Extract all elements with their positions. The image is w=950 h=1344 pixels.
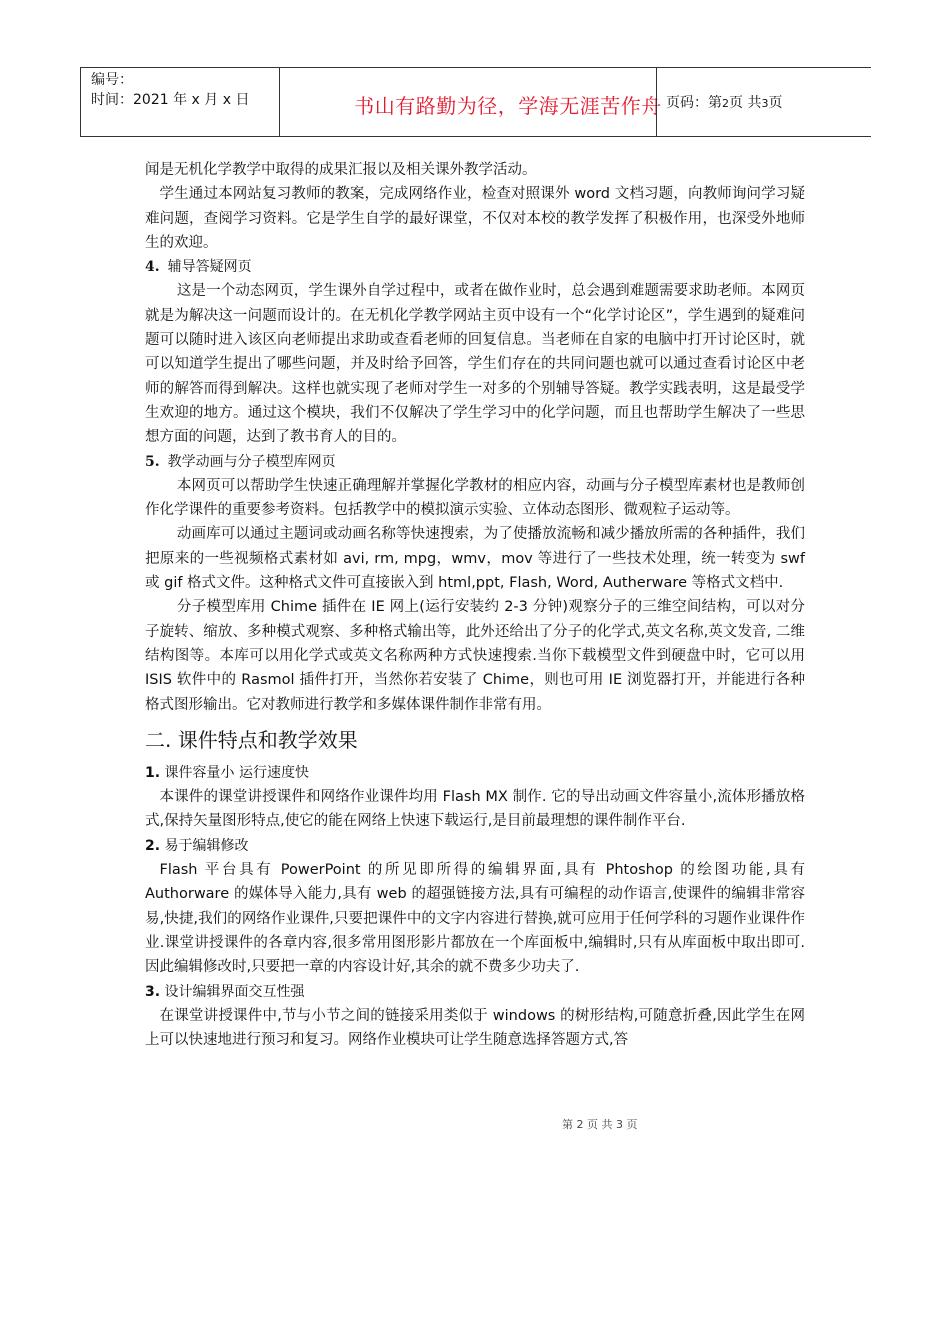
- page-current: 2: [722, 97, 729, 110]
- code-label: 编号：: [91, 72, 133, 88]
- subsection-heading: 3. 设计编辑界面交互性强: [145, 983, 305, 1000]
- section-heading-5: 5. 教学动画与分子模型库网页: [145, 453, 336, 470]
- chapter-heading: 二. 课件特点和教学效果: [145, 727, 358, 752]
- subsection-heading: 1. 课件容量小 运行速度快: [145, 764, 309, 781]
- paragraph: 这是一个动态网页，学生课外自学过程中，或者在做作业时，总会遇到难题需要求助老师。本网页就是为解决这一问题而设计的。在无机化学教学网站主页中设有一个“化学讨论区”，学生遇到的疑难问题可以随时进入该区向老师提出求助或查看老师的回复信息。当老师在自家的电脑中打开讨论区时，就可以知道学生提出了哪些问题，并及时给予回答，学生们存在的共同问题也就可以通过查看讨论区中老师的解答而得到解决。这样也就实现了老师对学生一对多的个别辅导答疑。教学实践表明，这是最受学生欢迎的地方。通过这个模块，我们不仅解决了学生学习中的化学问题，而且也帮助学生解决了一些思想方面的问题，达到了教书育人的目的。: [145, 283, 805, 446]
- paragraph: 闻是无机化学教学中取得的成果汇报以及相关课外教学活动。: [145, 162, 537, 178]
- paragraph: 在课堂讲授课件中,节与小节之间的链接采用类似于 windows 的树形结构,可随意折叠,因此学生在网上可以快速地进行预习和复习。网络作业模块可让学生随意选择答题方式,答: [145, 1007, 805, 1049]
- paragraph: Flash 平台具有 PowerPoint 的所见即所得的编辑界面,具有 Phtoshop 的绘图功能,具有 Authorware 的媒体导入能力,具有 web 的超强链接方法,具有可编程的动作语言,使课件的编辑非常容易,快捷,我们的网络作业课件,只要把课件中的文字内容进行替换,就可应用于任何学科的习题作业课件作业.课堂讲授课件的各章内容,很多常用图形影片都放在一个库面板中,编辑时,只有从库面板中取出即可.因此编辑修改时,只要把一章的内容设计好,其余的就不费多少功夫了.: [145, 862, 805, 976]
- page-indicator: 页码：第2页 共3页: [666, 95, 783, 111]
- header-table: [80, 67, 871, 137]
- paragraph: 本网页可以帮助学生快速正确理解并掌握化学教材的相应内容，动画与分子模型库素材也是教师创作化学课件的重要参考资料。包括教学中的模拟演示实验、立体动态图形、微观粒子运动等。: [145, 477, 805, 519]
- motto: 书山有路勤为径，学海无涯苦作舟: [354, 94, 662, 118]
- page-footer: 第 2 页 共 3 页: [562, 1118, 638, 1131]
- subsection-heading: 2. 易于编辑修改: [145, 837, 249, 854]
- paragraph: 学生通过本网站复习教师的教案，完成网络作业，检查对照课外 word 文档习题，向教师询问学习疑难问题，查阅学习资料。它是学生自学的最好课堂，不仅对本校的教学发挥了积极作用，也深受外地师生的欢迎。: [145, 186, 805, 251]
- header-divider: [656, 68, 657, 136]
- header-meta: [91, 70, 249, 110]
- document-body: [145, 158, 805, 1052]
- section-heading-4: 4. 辅导答疑网页: [145, 259, 252, 276]
- date-label: 时间：2021 年 x 月 x 日: [91, 92, 250, 108]
- page-total: 3: [761, 97, 769, 110]
- paragraph: 本课件的课堂讲授课件和网络作业课件均用 Flash MX 制作. 它的导出动画文件容量小,流体形播放格式,保持矢量图形特点,使它的能在网络上快速下载运行,是目前最理想的课件制作平台.: [145, 789, 805, 830]
- paragraph: 分子模型库用 Chime 插件在 IE 网上(运行安装约 2-3 分钟)观察分子的三维空间结构，可以对分子旋转、缩放、多种模式观察、多种格式输出等，此外还给出了分子的化学式,英文名称,英文发音, 二维结构图等。本库可以用化学式或英文名称两种方式快速搜索.当你下载模型文件到硬盘中时，它可以用 ISIS 软件中的 Rasmol 插件打开，当然你若安装了 Chime，则也可用 IE 浏览器打开，并能进行各种格式图形输出。它对教师进行教学和多媒体课件制作非常有用。: [145, 599, 805, 713]
- paragraph: 动画库可以通过主题词或动画名称等快速搜索，为了使播放流畅和减少播放所需的各种插件，我们把原来的一些视频格式素材如 avi, rm, mpg，wmv，mov 等进行了一些技术处理，统一转变为 swf 或 gif 格式文件。这种格式文件可直接嵌入到 html,ppt, Flash, Word, Autherware 等格式文档中.: [145, 526, 805, 592]
